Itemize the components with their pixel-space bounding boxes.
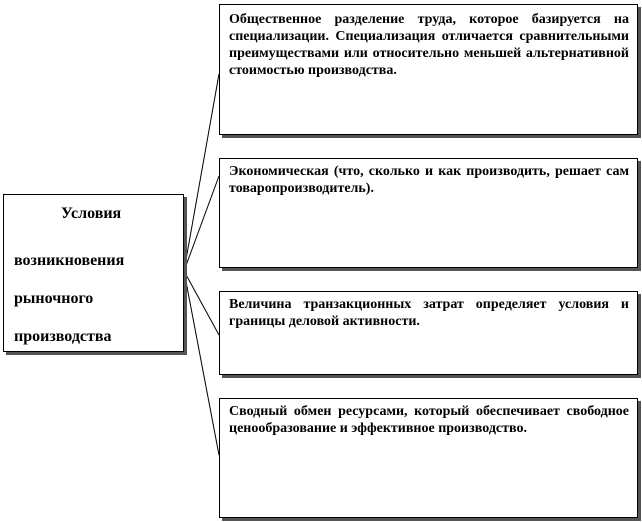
branch-text-4: Сводный обмен ресурсами, который обеспечивает свободное ценообразование и эффективное производство.	[229, 404, 629, 436]
connector-line-3	[184, 271, 219, 335]
branch-text-3: Величина транзакционных затрат определяет условия и границы деловой активности.	[229, 297, 629, 329]
main-concept-line-2: возникновения	[14, 252, 125, 269]
branch-box-transaction-costs	[219, 291, 638, 375]
main-concept-line-1: Условия	[61, 205, 122, 222]
connector-line-1	[184, 74, 219, 271]
main-concept-box	[3, 194, 184, 352]
branch-box-resource-exchange	[219, 398, 638, 518]
branch-text-1: Общественное разделение труда, которое базируется на специализации. Специализация отличается сравнительными преимуществами или относительно меньшей альтернативной стоимостью производства.	[229, 12, 629, 78]
connector-line-2	[184, 176, 219, 271]
main-concept-line-3: рыночного	[14, 290, 94, 307]
connector-line-4	[184, 271, 219, 455]
branch-text-2: Экономическая (что, сколько и как производить, решает сам товаропроизводитель).	[229, 164, 629, 196]
branch-box-division-of-labor	[219, 4, 638, 135]
main-concept-line-4: производства	[14, 328, 112, 345]
branch-box-economic-freedom	[219, 158, 638, 268]
